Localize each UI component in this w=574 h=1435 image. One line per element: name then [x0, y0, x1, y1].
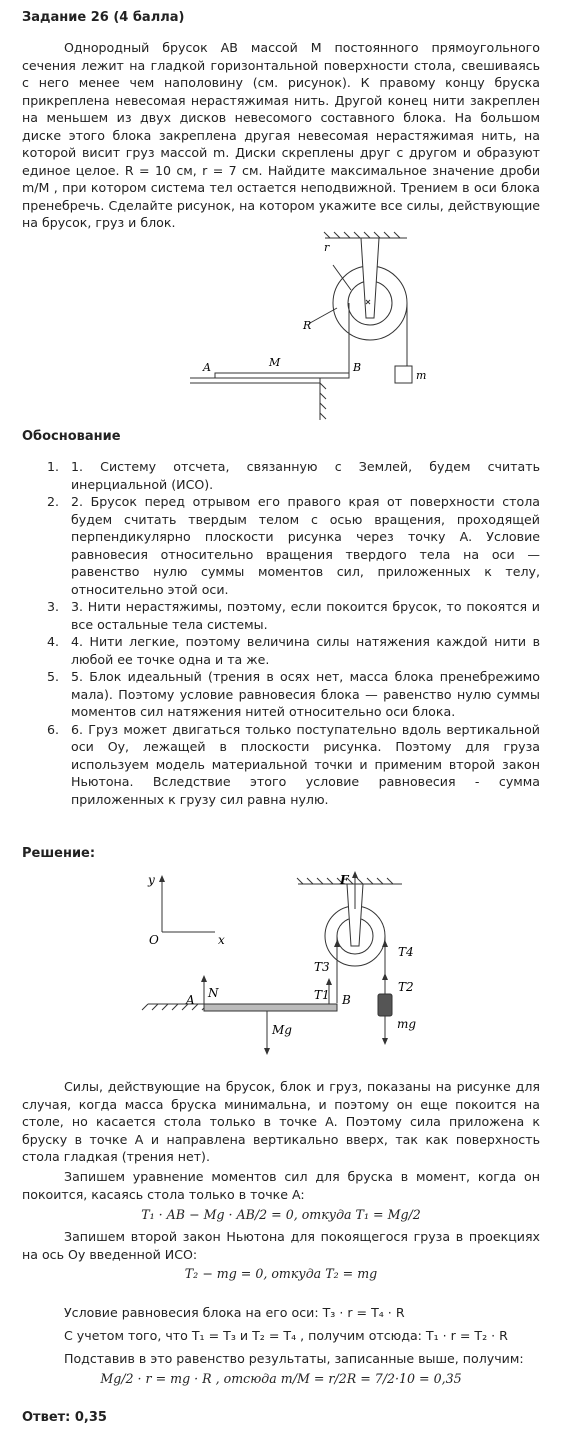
fig2-label-N: N [208, 986, 219, 1000]
problem-figure [185, 228, 425, 423]
equation: T₁ · AB − Mg · AB/2 = 0, откуда T₁ = Mg/2 [141, 1207, 421, 1222]
fig1-label-r: r [324, 241, 330, 254]
solution-paragraph: Условие равновесия блока на его оси: T₃ · r = T₄ · R [64, 1305, 405, 1320]
fig1-label-B: B [353, 361, 362, 374]
fig2-label-T1: T1 [314, 988, 330, 1002]
reasoning-item: 1. 1. Систему отсчета, связанную с Землей, будем считать инерциальной (ИСО). [63, 458, 540, 493]
reasoning-item: 2. 2. Брусок перед отрывом его правого края от поверхности стола будем считать твердым телом с осью вращения, проходящей перпендикулярно плоскости рисунка через точку A. Условие равновесия относительно вращения твердого тела на оси — равенство нулю суммы моментов сил, приложенных к телу, относительно этой оси. [63, 493, 540, 598]
equation: Mg/2 · r = mg · R , отсюда m/M = r/2R = 7/2·10 = 0,35 [100, 1371, 462, 1386]
fig2-label-O: O [149, 933, 159, 947]
fig2-label-T4: T4 [398, 945, 414, 959]
fig2-label-y: y [148, 873, 155, 887]
solution-paragraph: Силы, действующие на брусок, блок и груз, показаны на рисунке для случая, когда масса бруска минимальна, и поэтому он еще покоится на столе, но касается стола только в точке A. Поэтому сила приложена к бруску в точке A и направлена вертикально вверх, так как поверхность стола гладкая (трения нет). [22, 1079, 540, 1164]
fig2-label-B: B [342, 993, 351, 1007]
task-text: Однородный брусок АВ массой М постоянного прямоугольного сечения лежит на гладкой горизонтальной поверхности стола, свешиваясь с него менее чем наполовину (см. рисунок). К правому концу бруска прикреплена невесомая нерастяжимая нить. Другой конец нити закреплен на меньшем из двух дисков невесомого составного блока. На большом диске этого блока закреплена другая невесомая нерастяжимая нить, на которой висит груз массой m. Диски скреплены друг с другом и образуют единое целое. R = 10 см, r = 7 см. Найдите максимальное значение дроби m/M , при котором система тел остается неподвижной. Трением в оси блока пренебречь. Сделайте рисунок, на котором укажите все силы, действующие на брусок, груз и блок. [22, 40, 540, 230]
solution-figure [140, 864, 440, 1074]
fig2-label-mg: mg [397, 1017, 417, 1031]
fig2-label-T2: T2 [398, 980, 414, 994]
task-title: Задание 26 (4 балла) [22, 10, 185, 25]
reasoning-list [22, 458, 540, 808]
reasoning-item: 3. 3. Нити нерастяжимы, поэтому, если покоится брусок, то покоятся и все остальные тела системы. [63, 598, 540, 633]
reasoning-item: 6. 6. Груз может двигаться только поступательно вдоль вертикальной оси Oy, лежащей в плоскости рисунка. Поэтому для груза используем модель материальной точки и применим второй закон Ньютона. Вследствие этого условие равновесия - сумма приложенных к грузу сил равна нулю. [63, 721, 540, 809]
reasoning-item: 4. 4. Нити легкие, поэтому величина силы натяжения каждой нити в любой ее точке одна и та же. [63, 633, 540, 668]
fig2-label-x: x [218, 933, 225, 947]
reasoning-title: Обоснование [22, 429, 121, 444]
answer: Ответ: 0,35 [22, 1410, 107, 1425]
fig1-label-R: R [303, 319, 312, 332]
solution-title: Решение: [22, 846, 96, 861]
solution-paragraph: Запишем уравнение моментов сил для бруска в момент, когда он покоится, касаясь стола только в точке A: [22, 1169, 540, 1202]
fig2-label-F: F [340, 873, 349, 887]
solution-paragraph: С учетом того, что T₁ = T₃ и T₂ = T₄ , получим отсюда: T₁ · r = T₂ · R [64, 1328, 508, 1343]
solution-paragraph: Подставив в это равенство результаты, записанные выше, получим: [64, 1351, 524, 1366]
fig2-label-A: A [186, 993, 195, 1007]
fig2-label-T3: T3 [314, 960, 330, 974]
fig1-label-M: M [269, 356, 281, 369]
fig1-label-m: m [416, 369, 427, 382]
equation: T₂ − mg = 0, откуда T₂ = mg [184, 1266, 378, 1281]
fig2-label-Mg: Mg [272, 1023, 292, 1037]
fig1-label-A: A [203, 361, 211, 374]
reasoning-item: 5. 5. Блок идеальный (трения в осях нет, масса блока пренебрежимо мала). Поэтому условие равновесия блока — равенство нулю суммы моментов сил натяжения нитей относительно оси блока. [63, 668, 540, 721]
solution-paragraph: Запишем второй закон Ньютона для покоящегося груза в проекциях на ось Oy введенной ИСО: [22, 1229, 540, 1262]
